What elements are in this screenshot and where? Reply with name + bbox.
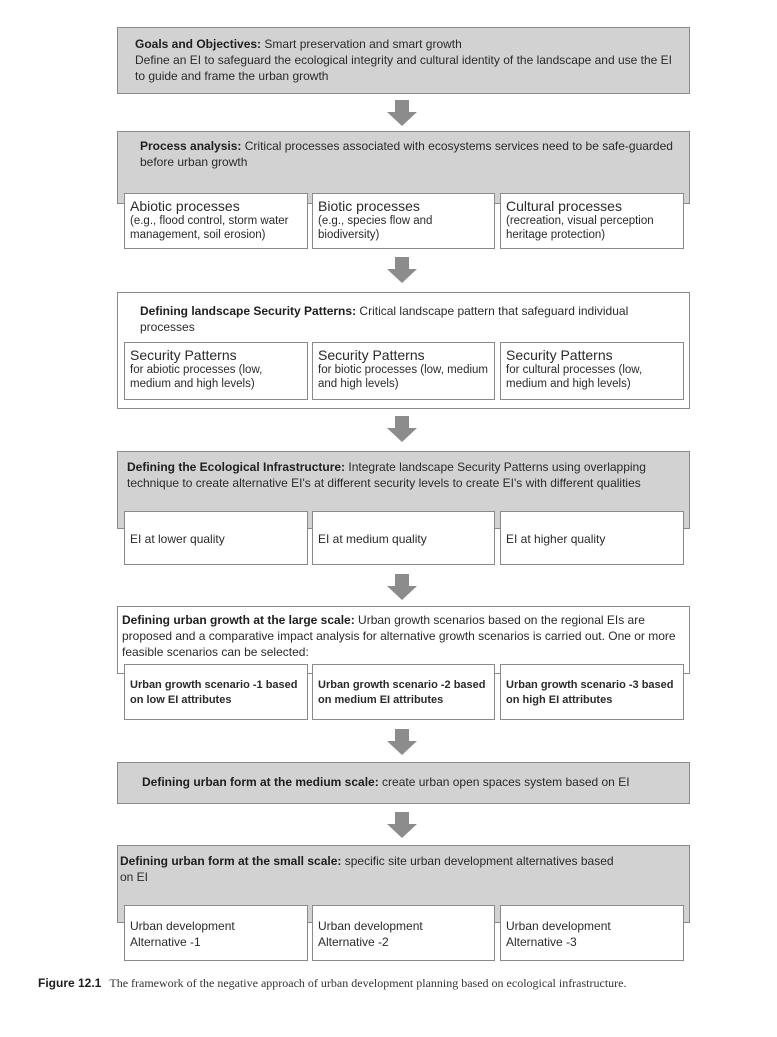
security-pattern-title: Security Patterns xyxy=(506,347,613,363)
ei-quality-box-higher xyxy=(500,511,684,565)
security-pattern-desc: for abiotic processes (low, medium and high levels) xyxy=(130,364,263,390)
process-box-biotic xyxy=(312,193,495,249)
alternative-number: Alternative -3 xyxy=(506,935,577,949)
stage-urban-form-medium-text xyxy=(142,774,682,790)
process-box-title: Cultural processes xyxy=(506,198,622,214)
alternative-number: Alternative -2 xyxy=(318,935,389,949)
stage-process-description: Critical processes associated with ecosystems services need to be safe-guarded before urban growth xyxy=(140,139,673,169)
alternative-number: Alternative -1 xyxy=(130,935,201,949)
stage-ecological-infrastructure-text xyxy=(127,459,687,491)
stage-ecological-infrastructure-description: Integrate landscape Security Patterns using overlapping technique to create alternative EI's at different security levels to create EI's with different qualities xyxy=(127,460,646,490)
security-pattern-box-cultural xyxy=(500,342,684,400)
security-pattern-desc: for cultural processes (low, medium and high levels) xyxy=(506,364,643,390)
ei-quality-box-lower xyxy=(124,511,308,565)
stage-security-patterns-heading: Defining landscape Security Patterns: xyxy=(140,304,357,318)
urban-growth-scenario-1 xyxy=(124,664,308,720)
process-box-abiotic xyxy=(124,193,308,249)
down-arrow-icon xyxy=(387,100,417,126)
alternative-title: Urban development xyxy=(506,919,611,933)
stage-urban-form-small-text xyxy=(120,853,620,885)
stage-urban-growth-text xyxy=(122,612,687,660)
process-box-title: Biotic processes xyxy=(318,198,420,214)
urban-development-alternative-1 xyxy=(124,905,308,961)
urban-development-alternative-2 xyxy=(312,905,495,961)
urban-development-alternative-3 xyxy=(500,905,684,961)
stage-process-heading: Process analysis: xyxy=(140,139,242,153)
process-box-desc: (recreation, visual perception heritage protection) xyxy=(506,215,654,241)
stage-goals-heading: Goals and Objectives: xyxy=(135,37,262,51)
security-pattern-title: Security Patterns xyxy=(318,347,425,363)
alternative-title: Urban development xyxy=(318,919,423,933)
stage-urban-growth-heading: Defining urban growth at the large scale: xyxy=(122,613,355,627)
process-box-cultural xyxy=(500,193,684,249)
ei-quality-label: EI at medium quality xyxy=(318,532,427,546)
ei-quality-label: EI at lower quality xyxy=(130,532,225,546)
security-pattern-box-abiotic xyxy=(124,342,308,400)
stage-goals-line1: Smart preservation and smart growth xyxy=(264,37,462,51)
security-pattern-box-biotic xyxy=(312,342,495,400)
ei-quality-label: EI at higher quality xyxy=(506,532,606,546)
security-pattern-desc: for biotic processes (low, medium and high levels) xyxy=(318,364,489,390)
stage-goals-text xyxy=(135,36,683,84)
urban-growth-scenario-3 xyxy=(500,664,684,720)
stage-urban-form-small-heading: Defining urban form at the small scale: xyxy=(120,854,342,868)
ei-quality-box-medium xyxy=(312,511,495,565)
scenario-label: Urban growth scenario -3 based on high EI attributes xyxy=(506,679,674,706)
down-arrow-icon xyxy=(387,729,417,755)
process-box-title: Abiotic processes xyxy=(130,198,240,214)
stage-urban-form-small-description: specific site urban development alternatives based on EI xyxy=(120,854,614,884)
figure-label: Figure 12.1 xyxy=(38,976,102,990)
figure-caption xyxy=(38,976,773,991)
stage-goals-line2: Define an EI to safeguard the ecological integrity and cultural identity of the landscape and use the EI to guide and frame the urban growth xyxy=(135,53,673,83)
stage-process-text xyxy=(140,138,675,170)
stage-urban-form-medium-heading: Defining urban form at the medium scale: xyxy=(142,775,379,789)
down-arrow-icon xyxy=(387,812,417,838)
down-arrow-icon xyxy=(387,257,417,283)
urban-growth-scenario-2 xyxy=(312,664,495,720)
scenario-label: Urban growth scenario -2 based on medium EI attributes xyxy=(318,679,486,706)
stage-security-patterns-text xyxy=(140,303,675,335)
stage-security-patterns-description: Critical landscape pattern that safeguard individual processes xyxy=(140,304,629,334)
stage-ecological-infrastructure-heading: Defining the Ecological Infrastructure: xyxy=(127,460,346,474)
process-box-desc: (e.g., species flow and biodiversity) xyxy=(318,215,433,241)
stage-urban-form-medium-description: create urban open spaces system based on EI xyxy=(382,775,630,789)
alternative-title: Urban development xyxy=(130,919,235,933)
process-box-desc: (e.g., flood control, storm water management, soil erosion) xyxy=(130,215,289,241)
security-pattern-title: Security Patterns xyxy=(130,347,237,363)
scenario-label: Urban growth scenario -1 based on low EI attributes xyxy=(130,679,298,706)
down-arrow-icon xyxy=(387,416,417,442)
down-arrow-icon xyxy=(387,574,417,600)
figure-caption-text: The framework of the negative approach of urban development planning based on ecological infrastructure. xyxy=(109,976,627,990)
stage-urban-growth-description: Urban growth scenarios based on the regional EIs are proposed and a comparative impact analysis for alternative growth scenarios is carried out. One or more feasible scenarios can be selected: xyxy=(122,613,676,659)
